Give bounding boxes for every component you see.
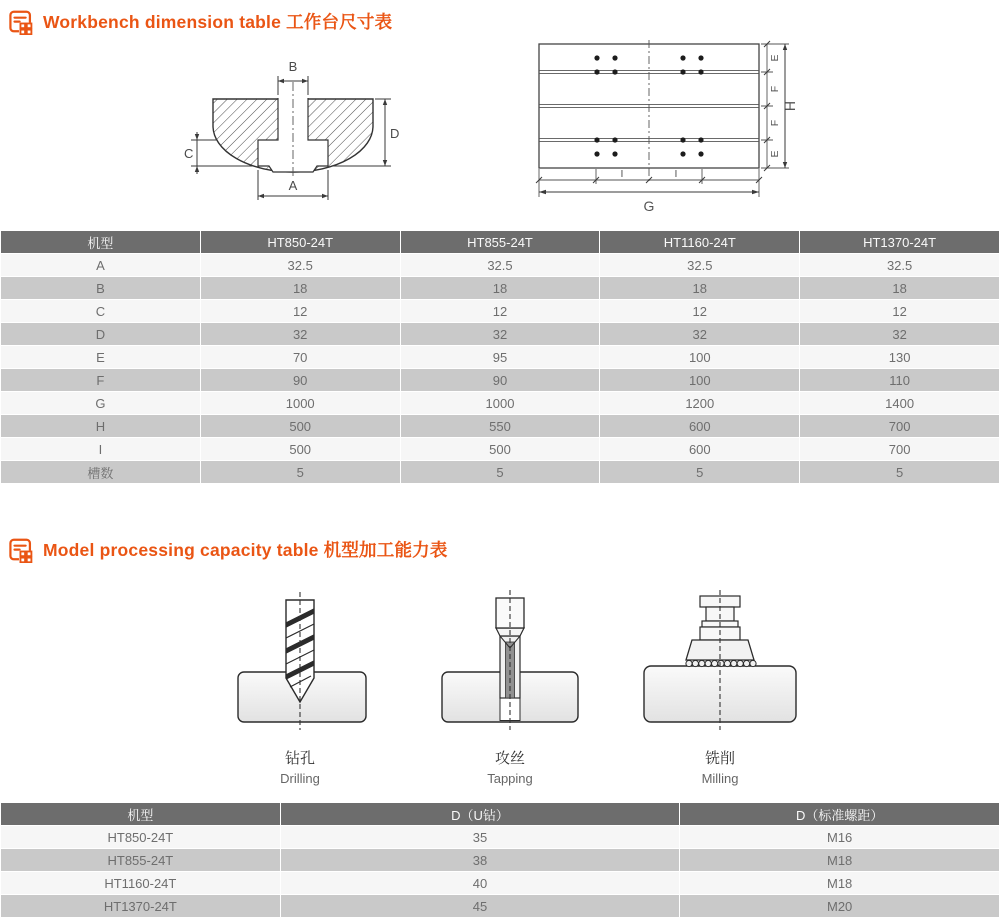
table-cell: 70 xyxy=(200,346,400,369)
table-cell: 32 xyxy=(400,323,600,346)
column-header: HT1370-24T xyxy=(800,231,1000,254)
dim-label-e-top: E xyxy=(769,54,781,62)
table-cell: 12 xyxy=(200,300,400,323)
table-cell: I xyxy=(1,438,201,461)
dim-label-a: A xyxy=(288,178,298,193)
section-title: Model processing capacity table 机型加工能力表 xyxy=(43,540,448,560)
table-row xyxy=(1,300,1000,323)
table-cell: 32.5 xyxy=(400,254,600,277)
column-header: D（U钻） xyxy=(280,803,680,826)
table-cell: 500 xyxy=(400,438,600,461)
section-header-capacity xyxy=(0,528,1000,564)
table-cell: 45 xyxy=(280,895,680,918)
table-row xyxy=(1,872,1000,895)
table-cell: 32.5 xyxy=(200,254,400,277)
column-header: HT850-24T xyxy=(200,231,400,254)
dim-label-g: G xyxy=(643,198,655,214)
table-cell: M18 xyxy=(680,849,1000,872)
dim-label-d: D xyxy=(390,126,400,141)
table-cell: H xyxy=(1,415,201,438)
tool-label-zh: 攻丝 xyxy=(494,750,525,767)
column-header: HT855-24T xyxy=(400,231,600,254)
table-cell: D xyxy=(1,323,201,346)
table-cell: 40 xyxy=(280,872,680,895)
table-cell: 1000 xyxy=(400,392,600,415)
tool-label-zh: 铣削 xyxy=(704,750,735,767)
dim-label-e-bottom: E xyxy=(769,150,781,158)
table-cell: 600 xyxy=(600,415,800,438)
table-row xyxy=(1,415,1000,438)
table-cell: HT1370-24T xyxy=(1,895,281,918)
table-cell: 500 xyxy=(200,415,400,438)
machining-tools-row xyxy=(210,586,810,786)
table-cell: 500 xyxy=(200,438,400,461)
dim-label-h: H xyxy=(782,100,798,112)
table-cell: 95 xyxy=(400,346,600,369)
mill-inserts xyxy=(686,660,756,666)
tool-drilling xyxy=(210,586,390,786)
tool-label-en: Milling xyxy=(701,771,739,786)
table-cell: 130 xyxy=(800,346,1000,369)
table-cell: A xyxy=(1,254,201,277)
table-cell: M20 xyxy=(680,895,1000,918)
dim-label-b: B xyxy=(288,59,298,74)
header-row xyxy=(1,231,1000,254)
table-cell: 90 xyxy=(400,369,600,392)
table-cell: 18 xyxy=(800,277,1000,300)
table-cell: 槽数 xyxy=(1,461,201,484)
column-header: D（标准螺距） xyxy=(680,803,1000,826)
spec-table-icon xyxy=(8,537,34,563)
workbench-dimension-table xyxy=(0,230,1000,484)
spec-table-icon xyxy=(8,9,34,35)
table-cell: 32 xyxy=(600,323,800,346)
drilling-diagram xyxy=(210,586,390,736)
dim-label-i-left: I xyxy=(620,168,624,180)
table-cell: B xyxy=(1,277,201,300)
table-cell: C xyxy=(1,300,201,323)
table-cell: 32.5 xyxy=(600,254,800,277)
table-cell: 35 xyxy=(280,826,680,849)
table-row xyxy=(1,277,1000,300)
column-header: 机型 xyxy=(1,231,201,254)
table-cell: 600 xyxy=(600,438,800,461)
table-cell: 18 xyxy=(200,277,400,300)
dim-label-f-lower: F xyxy=(769,119,781,127)
table-cell: HT855-24T xyxy=(1,849,281,872)
table-cell: 18 xyxy=(600,277,800,300)
table-cell: 100 xyxy=(600,369,800,392)
table-row xyxy=(1,369,1000,392)
table-cell: 110 xyxy=(800,369,1000,392)
table-cell: M18 xyxy=(680,872,1000,895)
table-cell: 700 xyxy=(800,415,1000,438)
tapping-diagram xyxy=(420,586,600,736)
table-cell: F xyxy=(1,369,201,392)
table-cell: HT850-24T xyxy=(1,826,281,849)
table-row xyxy=(1,849,1000,872)
table-cell: 100 xyxy=(600,346,800,369)
dim-label-i-right: I xyxy=(674,168,678,180)
table-cell: 5 xyxy=(600,461,800,484)
table-cell: 32 xyxy=(200,323,400,346)
dim-label-f-upper: F xyxy=(769,85,781,93)
tool-milling xyxy=(630,586,810,786)
table-cell: HT1160-24T xyxy=(1,872,281,895)
table-cell: 12 xyxy=(800,300,1000,323)
table-row xyxy=(1,392,1000,415)
table-cell: G xyxy=(1,392,201,415)
column-header: 机型 xyxy=(1,803,281,826)
column-header: HT1160-24T xyxy=(600,231,800,254)
table-cell: 1400 xyxy=(800,392,1000,415)
table-cell: 18 xyxy=(400,277,600,300)
table-cell: 5 xyxy=(400,461,600,484)
table-row xyxy=(1,346,1000,369)
table-row xyxy=(1,438,1000,461)
table-cell: E xyxy=(1,346,201,369)
model-capacity-table xyxy=(0,802,1000,918)
workbench-top-view-diagram xyxy=(533,39,801,221)
table-cell: 550 xyxy=(400,415,600,438)
table-row xyxy=(1,254,1000,277)
table-cell: 5 xyxy=(200,461,400,484)
table-row xyxy=(1,323,1000,346)
table-cell: M16 xyxy=(680,826,1000,849)
table-cell: 700 xyxy=(800,438,1000,461)
table-row xyxy=(1,826,1000,849)
dimension-diagrams xyxy=(0,36,1000,228)
header-row xyxy=(1,803,1000,826)
table-cell: 32.5 xyxy=(800,254,1000,277)
section-header-workbench xyxy=(0,0,1000,36)
table-cell: 1200 xyxy=(600,392,800,415)
tslot-cross-section-diagram xyxy=(183,54,403,206)
table-row xyxy=(1,461,1000,484)
table-cell: 5 xyxy=(800,461,1000,484)
table-cell: 38 xyxy=(280,849,680,872)
table-row xyxy=(1,895,1000,918)
tool-tapping xyxy=(420,586,600,786)
table-cell: 32 xyxy=(800,323,1000,346)
tool-label-en: Tapping xyxy=(487,771,533,786)
table-cell: 12 xyxy=(400,300,600,323)
milling-diagram xyxy=(630,586,810,736)
section-title: Workbench dimension table 工作台尺寸表 xyxy=(43,12,393,32)
dim-label-c: C xyxy=(184,146,194,161)
table-cell: 90 xyxy=(200,369,400,392)
tool-label-en: Drilling xyxy=(280,771,320,786)
table-cell: 1000 xyxy=(200,392,400,415)
tool-label-zh: 钻孔 xyxy=(284,750,315,767)
table-cell: 12 xyxy=(600,300,800,323)
